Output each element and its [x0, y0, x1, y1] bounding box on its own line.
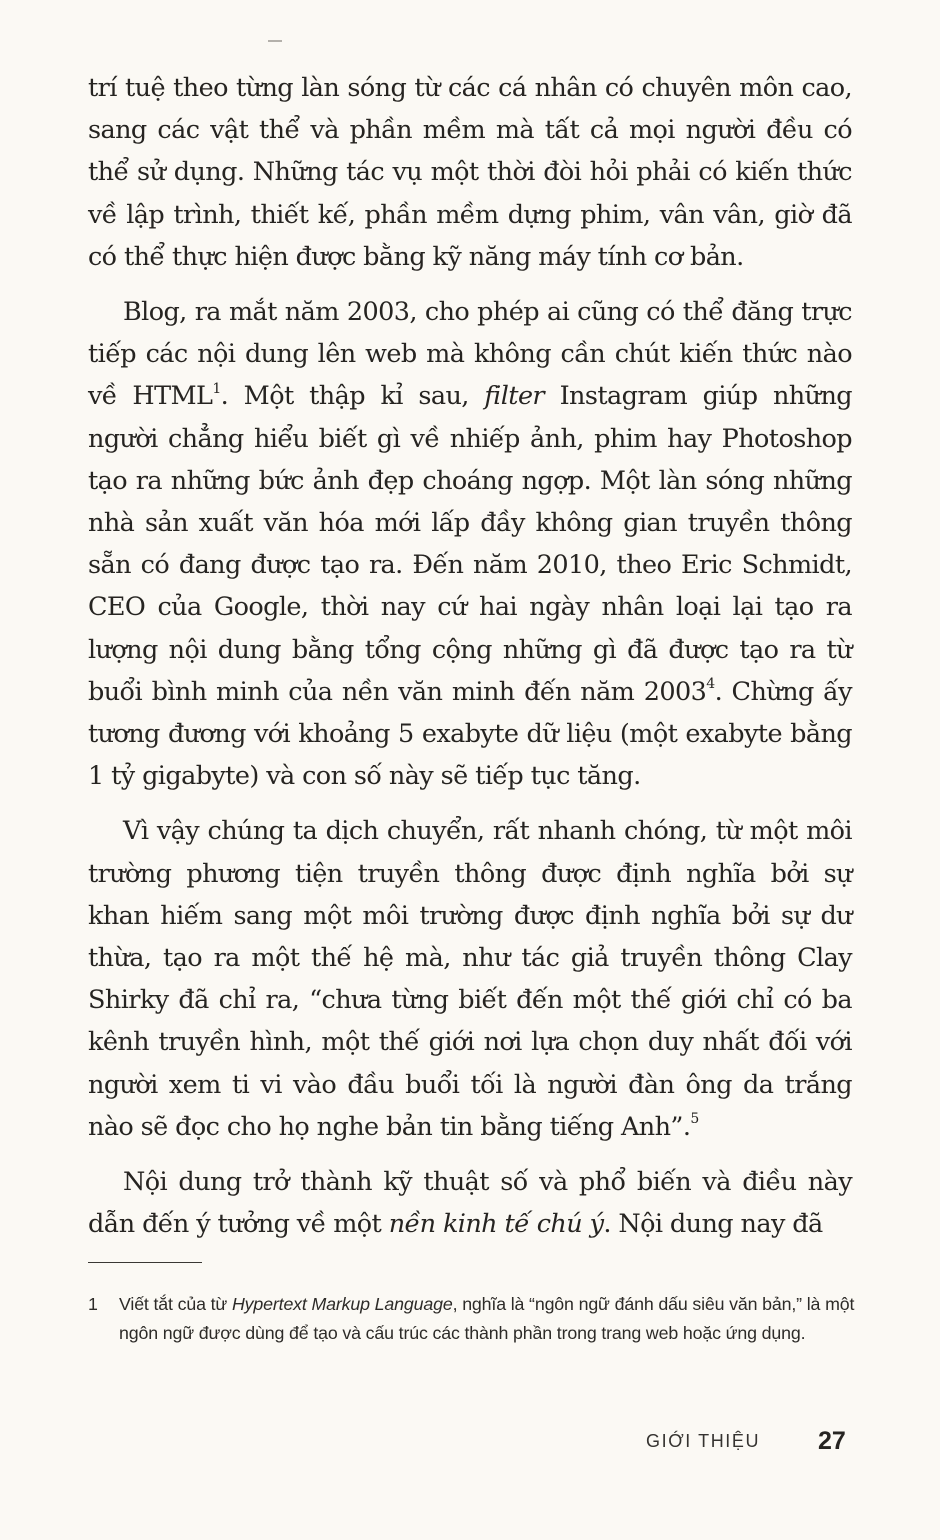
- paragraph-text: Nội dung trở thành kỹ thuật số và phổ biến và điều này dẫn đến ý tưởng về một: [88, 1167, 852, 1240]
- footnote-number: 1: [88, 1294, 98, 1314]
- paragraph-text: trí tuệ theo từng làn sóng từ các cá nhân có chuyên môn cao, sang các vật thể và phần mềm mà tất cả mọi người đều có thể sử dụng. Những tác vụ một thời đòi hỏi phải có kiến thức về lập trình, thiết kế, phần mềm dựng phim, vân vân, giờ đã có thể thực hiện được bằng kỹ năng máy tính cơ bản.: [88, 73, 852, 272]
- footnote-marker: 4: [706, 676, 715, 693]
- running-head: GIỚI THIỆU: [646, 1431, 761, 1451]
- footnote-marker: 5: [690, 1111, 699, 1128]
- italic-term: nền kinh tế chú ý: [388, 1209, 604, 1240]
- paper-speck: [268, 40, 282, 42]
- footnote-marker: 1: [212, 380, 221, 397]
- italic-term: filter: [484, 381, 545, 412]
- paragraph-text: . Nội dung nay đã: [603, 1209, 823, 1240]
- footnote-text-part: Viết tắt của từ: [119, 1294, 232, 1314]
- paragraph-4: [88, 1161, 852, 1245]
- paragraph-text: . Chừng ấy tương đương với khoảng 5 exabyte dữ liệu (một exabyte bằng 1 tỷ gigabyte) và con số này sẽ tiếp tục tăng.: [88, 676, 852, 792]
- footnote-text-part: , nghĩa là “ngôn ngữ đánh dấu siêu văn bản,” là một ngôn ngữ được dùng để tạo và cấu trúc các thành phần trong trang web hoặc ứng dụng.: [119, 1294, 855, 1343]
- paragraph-text: Blog, ra mắt năm 2003, cho phép ai cũng có thể đăng trực tiếp các nội dung lên web mà không cần chút kiến thức nào về HTML: [88, 297, 852, 412]
- body-text: [88, 67, 852, 1245]
- footnote: [88, 1290, 878, 1348]
- page-number: 27: [818, 1427, 846, 1455]
- paragraph-1: [88, 67, 852, 278]
- paragraph-3: [88, 810, 852, 1148]
- footnote-text: [119, 1290, 878, 1348]
- paragraph-text: Instagram giúp những người chẳng hiểu biết gì về nhiếp ảnh, phim hay Photoshop tạo ra những bức ảnh đẹp choáng ngợp. Một làn sóng những nhà sản xuất văn hóa mới lấp đầy không gian truyền thông sẵn có đang được tạo ra. Đến năm 2010, theo Eric Schmidt, CEO của Google, thời nay cứ hai ngày nhân loại lại tạo ra lượng nội dung bằng tổng cộng những gì đã được tạo ra từ buổi bình minh của nền văn minh đến năm 2003: [88, 381, 852, 707]
- paragraph-2: [88, 291, 852, 797]
- paragraph-text: . Một thập kỉ sau,: [220, 381, 485, 412]
- footnote-italic-term: Hypertext Markup Language: [231, 1294, 453, 1314]
- paragraph-text: Vì vậy chúng ta dịch chuyển, rất nhanh chóng, từ một môi trường phương tiện truyền thông được định nghĩa bởi sự khan hiếm sang một môi trường được định nghĩa bởi sự dư thừa, tạo ra một thế hệ mà, như tác giả truyền thông Clay Shirky đã chỉ ra, “chưa từng biết đến một thế giới chỉ có ba kênh truyền hình, một thế giới nơi lựa chọn duy nhất đối với người xem ti vi vào đầu buổi tối là người đàn ông da trắng nào sẽ đọc cho họ nghe bản tin bằng tiếng Anh”.: [88, 816, 852, 1142]
- footnote-divider: [88, 1262, 202, 1263]
